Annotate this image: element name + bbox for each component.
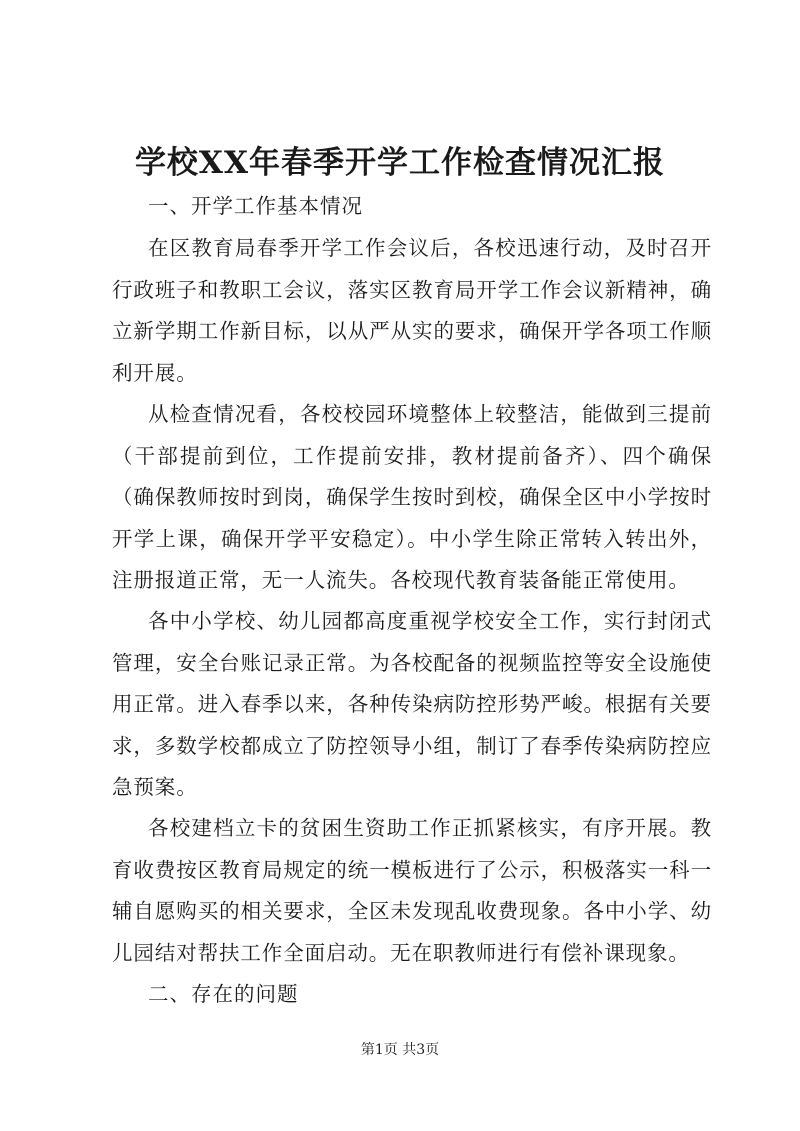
document-title: 学校XX年春季开学工作检查情况汇报: [134, 145, 666, 181]
paragraph-4: 各校建档立卡的贫困生资助工作正抓紧核实，有序开展。教育收费按区教育局规定的统一模板进行了公示，积极落实一科一辅自愿购买的相关要求，全区未发现乱收费现象。各中小学、幼儿园结对帮扶工作全面启动。无在职教师进行有偿补课现象。: [112, 816, 712, 965]
section-heading-basic-situation: 一、开学工作基本情况: [148, 194, 363, 218]
paragraph-1: 在区教育局春季开学工作会议后，各校迅速行动，及时召开行政班子和教职工会议，落实区教育局开学工作会议新精神，确立新学期工作新目标，以从严从实的要求，确保开学各项工作顺利开展。: [112, 236, 712, 385]
page-number-footer: 第1页 共3页: [360, 1042, 440, 1058]
paragraph-3: 各中小学校、幼儿园都高度重视学校安全工作，实行封闭式管理，安全台账记录正常。为各校配备的视频监控等安全设施使用正常。进入春季以来，各种传染病防控形势严峻。根据有关要求，多数学校都成立了防控领导小组，制订了春季传染病防控应急预案。: [112, 609, 712, 800]
paragraph-2: 从检查情况看，各校校园环境整体上较整洁，能做到三提前（干部提前到位，工作提前安排，教材提前备齐）、四个确保（确保教师按时到岗，确保学生按时到校，确保全区中小学按时开学上课，确保开学平安稳定）。中小学生除正常转入转出外，注册报道正常，无一人流失。各校现代教育装备能正常使用。: [112, 402, 712, 593]
section-heading-problems: 二、存在的问题: [148, 982, 299, 1006]
